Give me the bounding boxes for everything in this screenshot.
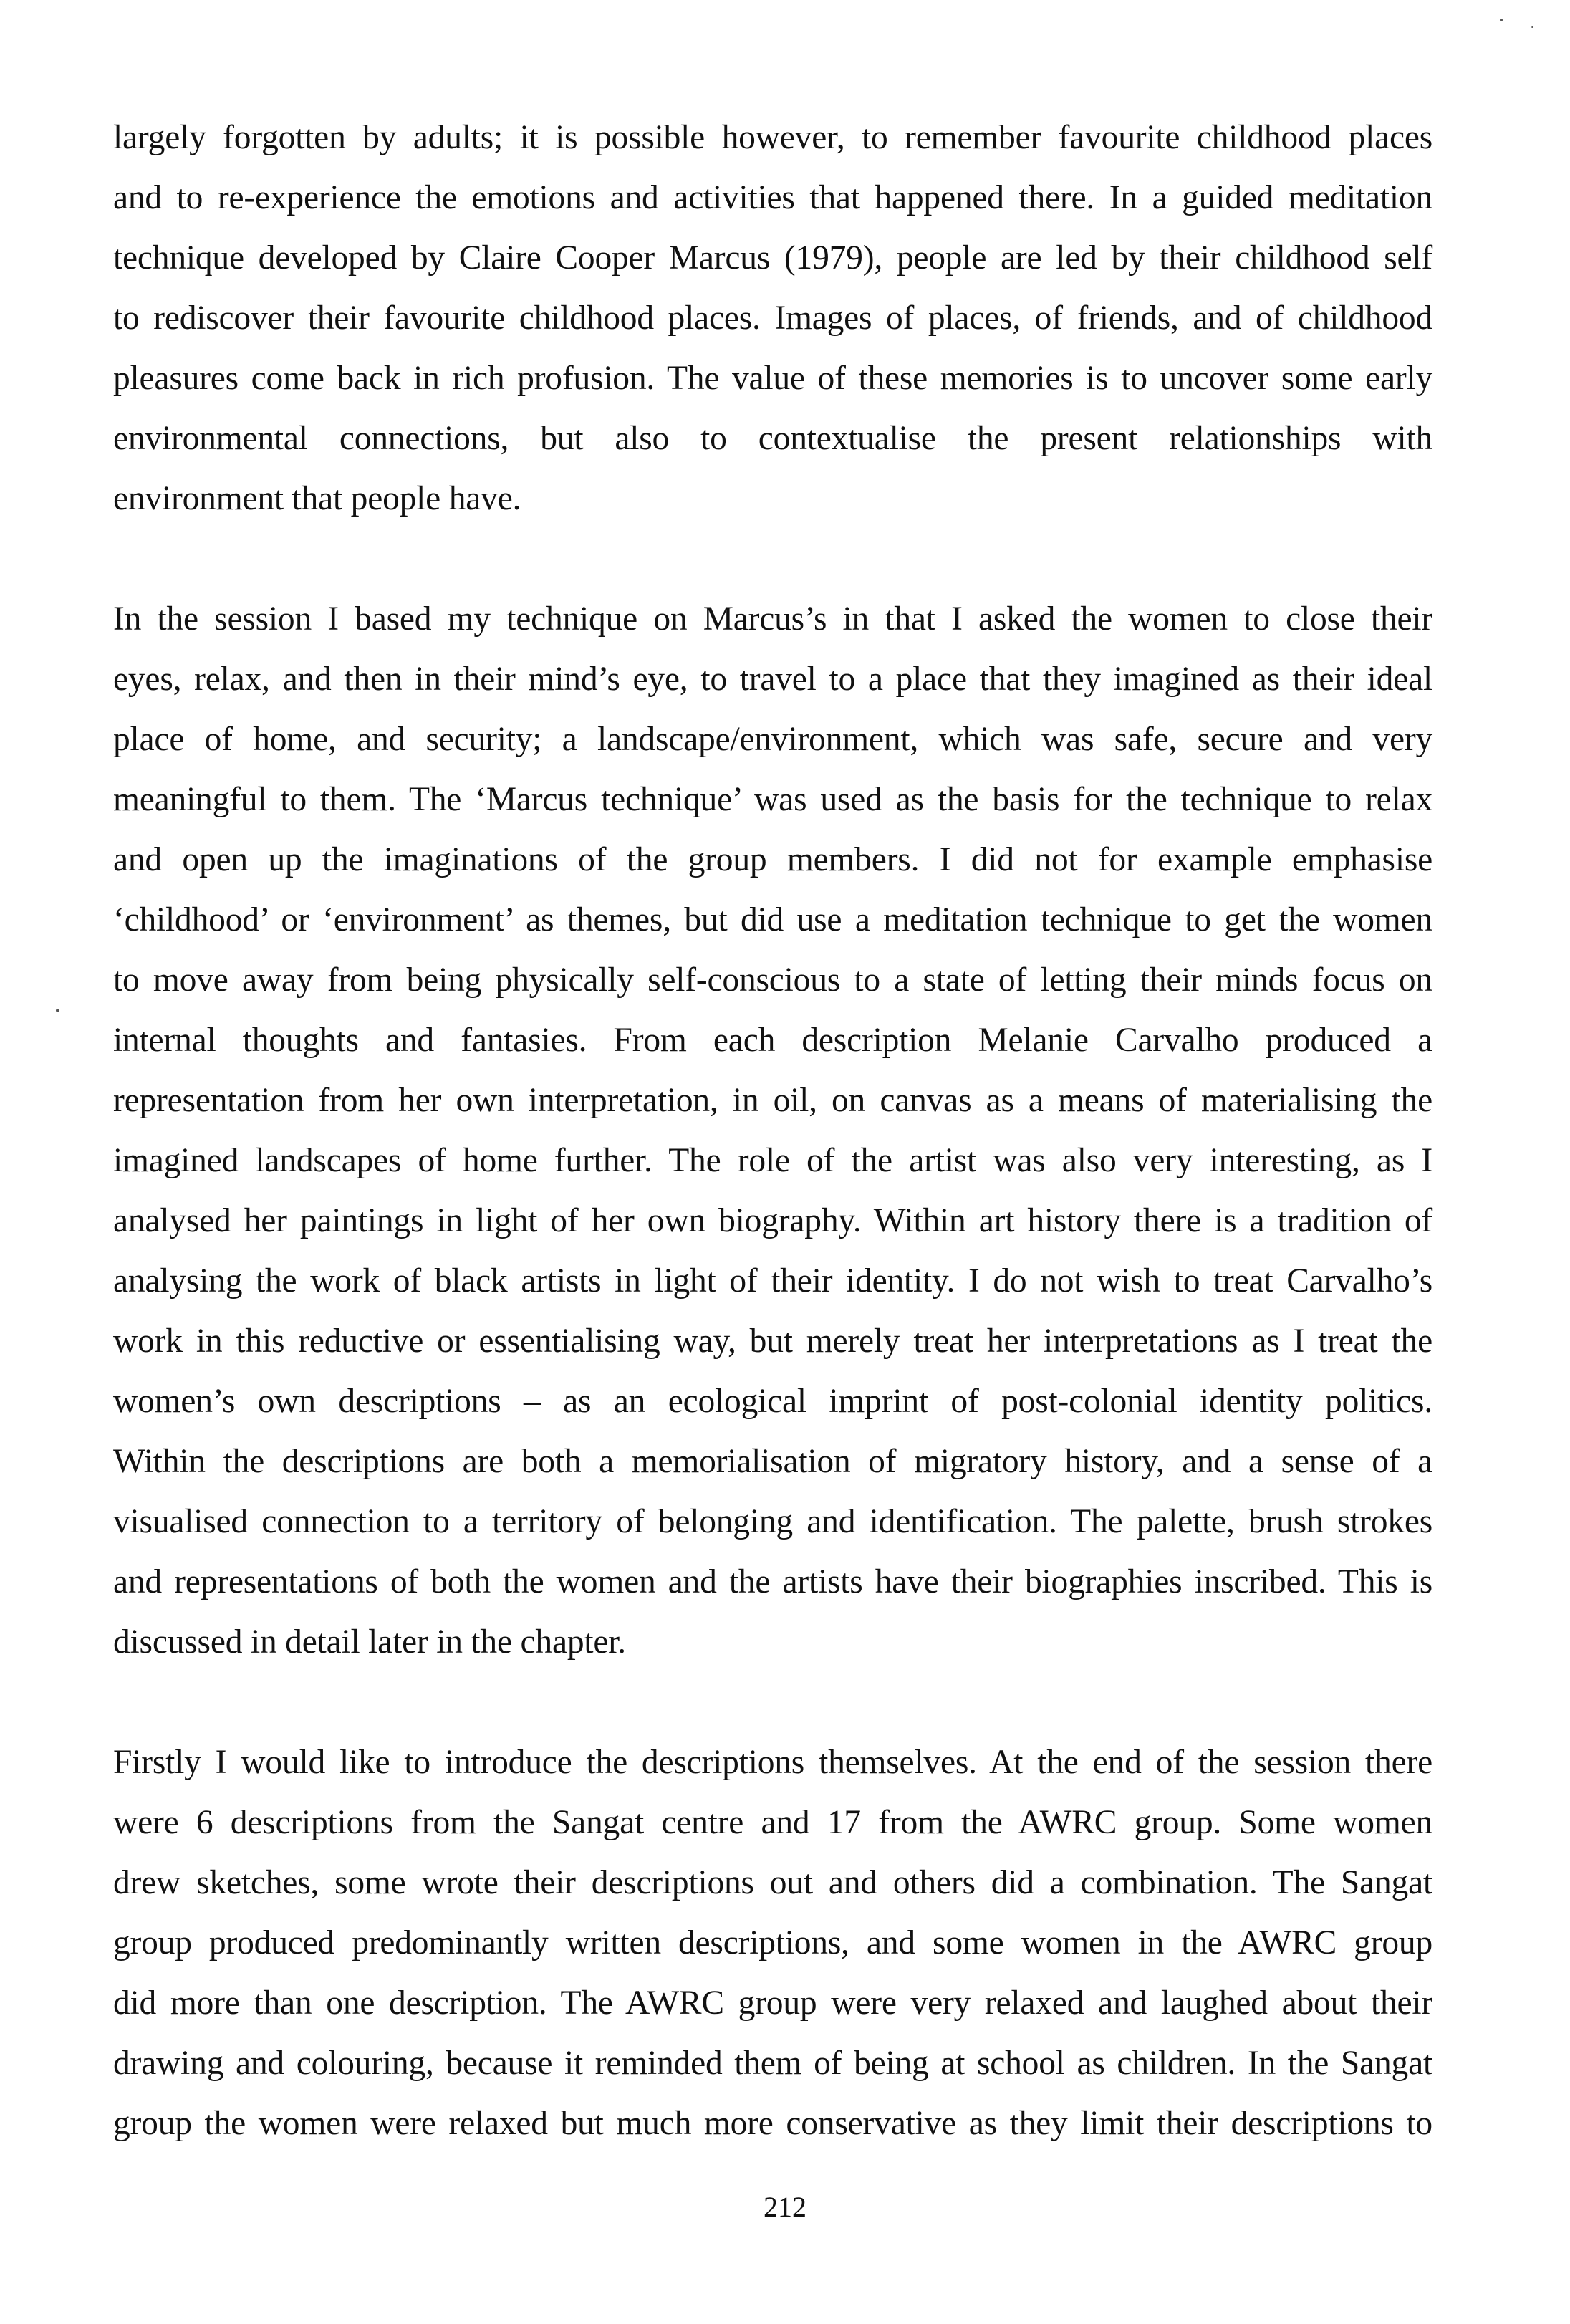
scan-speck [1531, 26, 1533, 28]
text-line: meaningful to them. The ‘Marcus technique’ was used as the basis for the technique to relax [113, 781, 1432, 818]
text-line: group the women were relaxed but much more conservative as they limit their descriptions to [113, 2105, 1432, 2142]
text-line: and representations of both the women and the artists have their biographies inscribed. This is [113, 1563, 1432, 1600]
paragraph-gap [113, 1672, 1432, 1732]
text-line: discussed in detail later in the chapter. [113, 1623, 626, 1661]
text-line: Firstly I would like to introduce the descriptions themselves. At the end of the session there [113, 1744, 1432, 1781]
text-line: and to re-experience the emotions and activities that happened there. In a guided meditation [113, 179, 1432, 216]
text-line: group produced predominantly written descriptions, and some women in the AWRC group [113, 1924, 1432, 1962]
text-line: place of home, and security; a landscape/environment, which was safe, secure and very [113, 721, 1432, 758]
text-line: In the session I based my technique on Marcus’s in that I asked the women to close their [113, 600, 1432, 638]
text-line: pleasures come back in rich profusion. The value of these memories is to uncover some early [113, 360, 1432, 397]
text-line: did more than one description. The AWRC group were very relaxed and laughed about their [113, 1984, 1432, 2022]
text-line: technique developed by Claire Cooper Marcus (1979), people are led by their childhood self [113, 239, 1432, 277]
text-line: work in this reductive or essentialising way, but merely treat her interpretations as I treat the [113, 1322, 1432, 1360]
text-line: women’s own descriptions – as an ecological imprint of post-colonial identity politics. [113, 1383, 1432, 1420]
text-line: imagined landscapes of home further. The role of the artist was also very interesting, as I [113, 1142, 1432, 1179]
text-line: Within the descriptions are both a memorialisation of migratory history, and a sense of a [113, 1443, 1432, 1480]
text-line: were 6 descriptions from the Sangat centre and 17 from the AWRC group. Some women [113, 1804, 1432, 1841]
text-line: analysed her paintings in light of her own biography. Within art history there is a tradition of [113, 1202, 1432, 1239]
text-line: analysing the work of black artists in light of their identity. I do not wish to treat Carvalho’s [113, 1262, 1432, 1300]
text-line: drawing and colouring, because it reminded them of being at school as children. In the Sangat [113, 2045, 1432, 2082]
scan-speck [56, 1009, 59, 1012]
text-line: ‘childhood’ or ‘environment’ as themes, but did use a meditation technique to get the women [113, 901, 1432, 938]
paragraph-gap [113, 529, 1432, 589]
page-number: 212 [764, 2191, 806, 2223]
paragraph-2 [113, 589, 1432, 1672]
text-line: representation from her own interpretation, in oil, on canvas as a means of materialising the [113, 1082, 1432, 1119]
paragraph-1 [113, 107, 1432, 529]
text-line: to move away from being physically self-conscious to a state of letting their minds focus on [113, 961, 1432, 999]
text-line: internal thoughts and fantasies. From each description Melanie Carvalho produced a [113, 1022, 1432, 1059]
text-line: eyes, relax, and then in their mind’s eye, to travel to a place that they imagined as their ideal [113, 661, 1432, 698]
text-line: environmental connections, but also to contextualise the present relationships with [113, 420, 1432, 457]
text-line: environment that people have. [113, 480, 521, 517]
text-line: visualised connection to a territory of belonging and identification. The palette, brush strokes [113, 1503, 1432, 1540]
text-line: largely forgotten by adults; it is possible however, to remember favourite childhood places [113, 119, 1432, 156]
text-line: drew sketches, some wrote their descriptions out and others did a combination. The Sangat [113, 1864, 1432, 1901]
paragraph-3 [113, 1732, 1432, 2153]
text-line: to rediscover their favourite childhood places. Images of places, of friends, and of childhood [113, 299, 1432, 337]
scan-speck [1500, 19, 1503, 21]
text-line: and open up the imaginations of the group members. I did not for example emphasise [113, 841, 1432, 878]
document-body [113, 107, 1432, 2153]
